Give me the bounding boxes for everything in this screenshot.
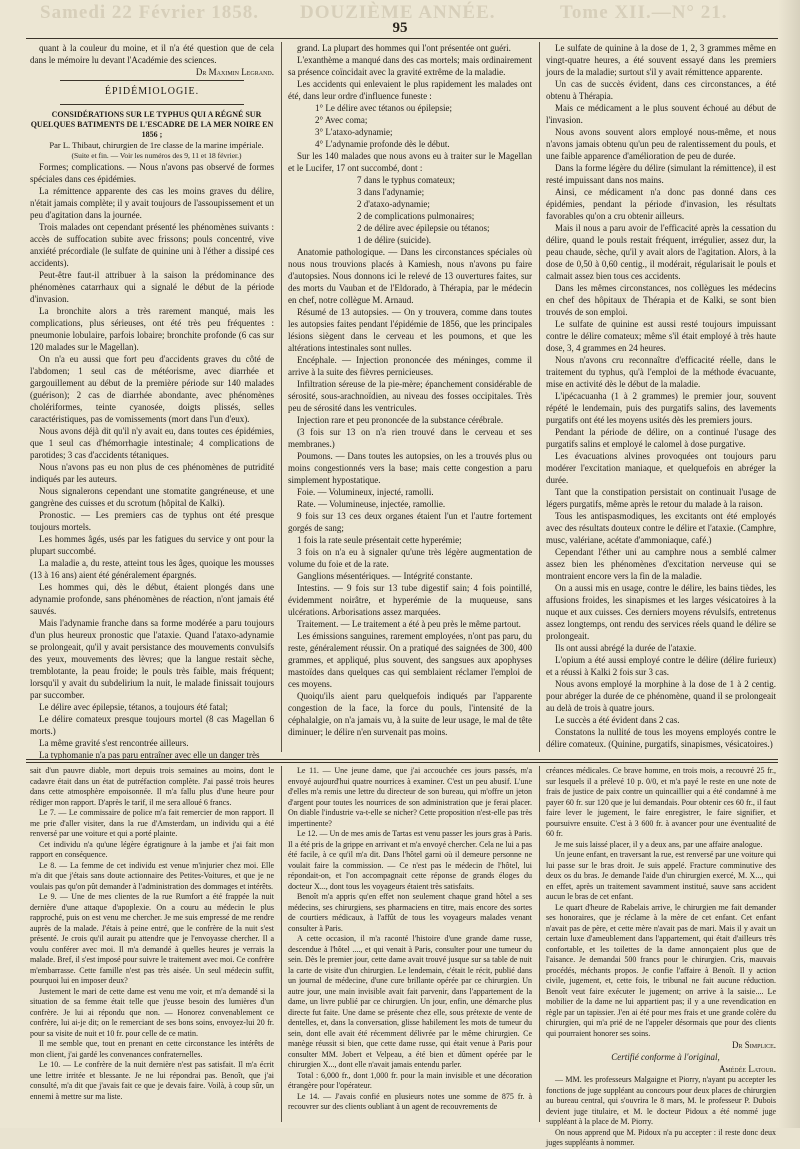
paragraph: Un cas de succès évident, dans ces circonstances, a été obtenu à Thérapia. <box>546 79 776 101</box>
paragraph: — MM. les professeurs Malgaigne et Piorry, n'ayant pu accepter les fonctions de juge suppléant au concours pour deux places de chirurgien au bureau central, qui s'ouvrira le 8 mars, M. le professeur P. Dubois devient juge titulaire, et M. le docteur Pidoux a été nommé juge suppléant à la place de M. Piorry. <box>546 1075 776 1126</box>
paragraph: Injection rare et peu prononcée de la substance cérébrale. <box>297 415 504 425</box>
feuilleton-column-3 <box>546 766 776 1147</box>
paragraph: 3 fois on n'a eu à signaler qu'une très légère augmentation de volume du foie et de la rate. <box>288 547 532 569</box>
paragraph: On a aussi mis en usage, contre le délire, les bains tièdes, les affusions froides, les sinapismes et les larges vésicatoires à la nuque et aux cuisses. Ces derniers moyens révulsifs, entretenus assez longtemps, ont rendu des services réels quand le délire se prolongeait. <box>546 583 776 641</box>
column-rule <box>281 42 282 752</box>
signature: Dr Simplice. <box>731 1040 776 1050</box>
paragraph: Le 12. — Un de mes amis de Tartas est venu passer les jours gras à Paris. Il a été pris de la grippe en arrivant et m'a envoyé chercher. Cela ne lui a pas été facile, à ce qu'il m'a dit. Dans l'hôtel garni où il demeure personne ne voulait faire la commission. — Ce n'est pas le médecin de l'hôtel, lui répondait-on, et l'on accompagnait cette réponse de grands éloges du docteur X..., dont tous les voyageurs étaient très satisfaits. <box>288 829 532 891</box>
paragraph: sait d'un pauvre diable, mort depuis trois semaines au moins, dont le cadavre était dans un état de putréfaction complète. J'ai passé trois heures dans cette atmosphère empoisonnée. Il m'a fallu plus d'une heure pour rédiger mon rapport. D'après le tarif, il me sera alloué 6 francs. <box>30 766 274 807</box>
column-rule <box>539 42 540 752</box>
paragraph: Le délire avec épilepsie, tétanos, a toujours été fatal; <box>39 702 228 712</box>
feuilleton-column-2 <box>288 766 532 1122</box>
signature: Dr Maximin Legrand. <box>195 67 274 77</box>
paragraph: Foie. — Volumineux, injecté, ramolli. <box>297 487 434 497</box>
paragraph: Les accidents qui enlevaient le plus rapidement les malades ont été, dans leur ordre d'influence funeste : <box>288 79 532 101</box>
paragraph: Encéphale. — Injection prononcée des méninges, comme il arrive à la suite des fièvres pernicieuses. <box>288 355 532 377</box>
page-fold-shadow <box>778 0 800 1128</box>
paragraph: Cet individu n'a qu'une légère égratignure à la jambe et j'ai fait mon rapport en conséquence. <box>30 839 274 859</box>
list-item: 2 d'ataxo-adynamie; <box>357 199 430 209</box>
signature: Amédée Latour. <box>718 1064 776 1074</box>
paragraph: Rate. — Volumineuse, injectée, ramollie. <box>297 499 446 509</box>
paragraph: Le 10. — Le confrère de la nuit dernière n'est pas satisfait. Il m'a écrit une lettre irritée et blessante. Je ne lui répondrai pas. Benoît, que j'ai consulté, m'a dit que j'avais fait ce que je devais faire. Voilà, à coup sûr, un ennemi à mettre sur ma liste. <box>30 1060 274 1101</box>
list-item: 1° Le délire avec tétanos ou épilepsie; <box>315 103 453 113</box>
paragraph: Anatomie pathologique. — Dans les circonstances spéciales où nous nous trouvions placés à Kamiesh, nous n'avons pu faire d'autopsies. Nous donnons ici le relevé de 13 ouvertures faites, sur des morts du Vauban et de l'Eldorado, à Thérapia, par le médecin en chef, notre collègue M. Arnaud. <box>288 247 532 305</box>
column-rule <box>539 766 540 1122</box>
paragraph: La rémittence apparente des cas les moins graves du délire, n'était jamais complète; il y avait toujours de l'assoupissement et un peu d'agitation dans la journée. <box>30 186 274 220</box>
ghost-tome: Tome XII.—N° 21. <box>560 2 728 23</box>
paragraph: La bronchite alors a très rarement manqué, mais les complications, plus sérieuses, ont été très peu fréquentes : pneumonie lobulaire, parfois lobaire; bronchite profonde (6 cas sur 120 malades sur le Magellan). <box>30 306 274 352</box>
paragraph: Les évacuations alvines provoquées ont toujours paru modérer l'excitation maniaque, et quelquefois en abréger la durée. <box>546 451 776 485</box>
paragraph: Tant que la constipation persistait on continuait l'usage de légers purgatifs, même après le retour du malade à la raison. <box>546 487 776 509</box>
column-3 <box>546 42 776 752</box>
list-item: 3° L'ataxo-adynamie; <box>315 127 393 137</box>
list-item: 2° Avec coma; <box>315 115 368 125</box>
paragraph: Les émissions sanguines, rarement employées, n'ont pas paru, du reste, généralement réussir. On a pratiqué des saignées de 300, 400 grammes, et appliqué, plus souvent, des sangsues aux apophyses mastoïdes dans quelques cas qui semblaient réclamer l'emploi de ces moyens. <box>288 631 532 689</box>
paragraph: Ils ont aussi abrégé la durée de l'ataxie. <box>555 643 697 653</box>
paragraph: 1 fois la rate seule présentait cette hyperémie; <box>297 535 462 545</box>
list-item: 7 dans le typhus comateux; <box>357 175 455 185</box>
paragraph: Poumons. — Dans toutes les autopsies, on les a trouvés plus ou moins congestionnés vers la base; mais cette congestion a paru simplement hypostatique. <box>288 451 532 485</box>
column-2 <box>288 42 532 752</box>
paragraph: Un jeune enfant, en traversant la rue, est renversé par une voiture qui lui passe sur le bras droit. Je suis appelé. Fracture comminutive des deux os du bras. Je demande l'aide d'un chirurgien exercé, M. X..., qui en effet, après un traitement savamment institué, sauve sans accident aucun le bras de cet enfant. <box>546 850 776 901</box>
certification: Certifié conforme à l'original, <box>611 1052 720 1062</box>
paragraph: Total : 6,000 fr., dont 1,000 fr. pour la main invisible et une décoration étrangère pour l'opérateur. <box>288 1070 532 1090</box>
paragraph: créances médicales. Ce brave homme, en trois mois, a recouvré 25 fr., sur lesquels il a prélevé 10 p. 0/0, et m'a payé le reste en une note de frais de justice de paix contre un quincaillier qui a été condamné à me payer 60 fr. sur 120 que je lui demandais. Pour obtenir ces 60 fr., il faut faire lever le jugement, le faire enregistrer, le faire signifier, et poursuivre ensuite. C'est à 3 600 fr. à avancer pour une éventualité de 60 fr. <box>546 766 776 838</box>
paragraph: Le quart d'heure de Rabelais arrive, le chirurgien me fait demander ses honoraires, que je réclame à la mère de cet enfant. Cet enfant n'avait pas de père, et cette mère n'avait pas de mari. Mais il y avait un certain luxe d'ameublement dans l'appartement, qui était d'ailleurs très confortable, et les toilettes de la dame annonçaient plus que de l'aisance. Je demandai 500 francs pour le chirurgien. Cris, mauvais procédés, méchants propos. Je confie l'affaire à Benoît. Il y action civile, jugement, et, cette fois, le tribunal ne fait aucune réduction. Benoît veut faire exécuter le jugement; on arrive à la saisie.... Le mobilier de la dame ne lui appartient pas; il y a une revendication en règle par un tapissier. J'en ai été pour mes frais et une grande colère du chirurgien, qui m'a prié de ne l'appeler désormais que pour des clients qui pourraient honorer ses soins. <box>546 902 776 1038</box>
list-item: 2 de complications pulmonaires; <box>357 211 475 221</box>
paragraph: Le délire comateux presque toujours mortel (8 cas Magellan 6 morts.) <box>30 714 274 736</box>
paragraph: Les hommes âgés, usés par les fatigues du service y ont pour la plupart succombé. <box>30 534 274 556</box>
paragraph: Benoît m'a appris qu'en effet non seulement chaque grand hôtel a ses médecins, ses chirurgiens, ses pharmaciens en titre, mais encore des sortes de courtiers médicaux, à l'affût de tous les voyageurs malades venant consulter à Paris. <box>288 892 532 933</box>
paragraph: Cependant l'éther uni au camphre nous a semblé calmer assez bien les phénomènes d'excitation nerveuse qui se montraient encore vers la fin de la maladie. <box>546 547 776 581</box>
paragraph: La même gravité s'est rencontrée ailleurs. <box>39 738 189 748</box>
feuilleton-rule <box>26 762 778 763</box>
paragraph: Résumé de 13 autopsies. — On y trouvera, comme dans toutes les autopsies faites pendant l'épidémie de 1856, que les principales lésions siègent dans le cerveau et les poumons, et que les altérations intestinales sont nulles. <box>288 307 532 353</box>
paragraph: Le 14. — J'avais confié en plusieurs notes une somme de 875 fr. à recouvrer sur des clients oubliant à un agent de recouvrements de <box>288 1091 532 1111</box>
paragraph: Infiltration séreuse de la pie-mère; épanchement considérable de sérosité, sous-arachnoïdien, au niveau des fosses occipitales. Très peu de sérosité dans les ventricules. <box>288 379 532 413</box>
paragraph: Nous avons déjà dit qu'il n'y avait eu, dans toutes ces épidémies, que 1 seul cas d'hémorrhagie intestinale; 4 complications de parotides; 3 cas d'accidents tétaniques. <box>30 426 274 460</box>
paragraph: Il me semble que, tout en prenant en cette circonstance les intérêts de mon client, j'ai gardé les convenances confraternelles. <box>30 1039 274 1059</box>
column-1 <box>30 42 274 760</box>
section-rule <box>60 80 244 81</box>
paragraph: La typhomanie n'a pas paru entraîner avec elle un danger très <box>39 750 260 760</box>
paragraph: Le 7. — Le commissaire de police m'a fait remercier de mon rapport. Il me prie d'aller visiter, dans la rue d'Amsterdam, un individu qui a été renversé par une voiture et qui a porté plainte. <box>30 808 274 838</box>
ghost-year: DOUZIÈME ANNÉE. <box>300 2 496 23</box>
paragraph: Trois malades ont cependant présenté les phénomènes suivants : accès de suffocation subite avec frissons; pouls concentré, vive anxiété précordiale (le sulfate de quinine uni à l'éther a dissipé ces accidents). <box>30 222 274 268</box>
list-item: 1 de délire (suicide). <box>357 235 431 245</box>
list-item: 2 de délire avec épilepsie ou tétanos; <box>357 223 490 233</box>
paragraph: Le sulfate de quinine est aussi resté toujours impuissant contre le délire comateux; même s'il était employé à très haute dose, 3, 4 grammes en 24 heures. <box>546 319 776 353</box>
paragraph: Tous les antispasmodiques, les excitants ont été employés avec des résultats douteux contre le délire et l'ataxie. (Camphre, musc, valériane, acétate d'ammoniaque, café.) <box>546 511 776 545</box>
header-rule <box>26 38 778 39</box>
section-rule <box>60 104 244 105</box>
paragraph: Ainsi, ce médicament n'a donc pas donné dans ces épidémies, pendant la période d'invasion, les résultats favorables qu'on a cru obtenir ailleurs. <box>546 187 776 221</box>
section-rubric: ÉPIDÉMIOLOGIE. <box>104 86 200 97</box>
paragraph: Peut-être faut-il attribuer à la saison la prédominance des phénomènes catarrhaux qui a signalé le début de la période d'invasion. <box>30 270 274 304</box>
paragraph: Pronostic. — Les premiers cas de typhus ont été presque toujours mortels. <box>30 510 274 532</box>
paragraph: (3 fois sur 13 on n'a rien trouvé dans le cerveau et ses membranes.) <box>288 427 532 449</box>
paragraph: Je me suis laissé placer, il y a deux ans, par une affaire analogue. <box>555 839 763 849</box>
paragraph: L'exanthème a manqué dans des cas mortels; mais ordinairement sa présence coïncidait avec la gravité extrême de la maladie. <box>288 55 532 77</box>
paragraph: Mais l'adynamie franche dans sa forme modérée a paru toujours d'un plus heureux pronostic que l'ataxie. Quand l'ataxo-adynamie se prolongeait, qu'il y avait persistance des mouvements convulsifs des yeux, mouvements des lèvres; que la langue restait sèche, tremblotante, la peau froide; le pouls très faible, mais fréquent; lorsqu'il y avait du subdelirium la nuit, le malade finissait toujours par succomber. <box>30 618 274 700</box>
paragraph: Quoiqu'ils aient paru quelquefois indiqués par l'apparente congestion de la face, la force du pouls, l'intensité de la céphalalgie, on n'a jamais vu, à la suite de leur usage, le mal de tête diminuer; le délire n'en survenait pas moins. <box>288 691 532 737</box>
paragraph: Constatons la nullité de tous les moyens employés contre le délire comateux. (Quinine, purgatifs, sinapismes, vésicatoires.) <box>546 727 776 749</box>
paragraph: Nous avons employé la morphine à la dose de 1 à 2 centig. pour abréger la durée de ce phénomène, quand il se prolongeait au delà de trois à quatre jours. <box>546 679 776 713</box>
paragraph: L'ipécacuanha (1 à 2 grammes) le premier jour, souvent répété le lendemain, puis des purgatifs salins, des lavements purgatifs ont été les moyens usités dès les premiers jours. <box>546 391 776 425</box>
paragraph: Le 9. — Une de mes clientes de la rue Rumfort a été frappée la nuit dernière d'une attaque d'apoplexie. On a couru au médecin le plus rapproché, puis on est venu me chercher. Je me suis empressé de me rendre auprès de la malade. J'étais à peine entré, que le confrère de la nuit s'est présenté. Je crois qu'il aurait pu attendre que je l'envoyasse chercher. Il a voulu conférer avec moi. Il m'a demandé à quelles heures je verrais la malade. Bref, il s'est imposé pour suivre le traitement avec moi. Ce confrère m'embarrasse. Cette famille n'est pas très aisée. Un seul médecin suffit, pourquoi lui en imposer deux? <box>30 892 274 985</box>
paragraph: On nous apprend que M. Pidoux n'a pu accepter : il reste donc deux juges suppléants à nommer. <box>546 1127 776 1147</box>
paragraph: 9 fois sur 13 ces deux organes étaient l'un et l'autre fortement gorgés de sang; <box>288 511 532 533</box>
paragraph: Sur les 140 malades que nous avons eu à traiter sur le Magellan et le Lucifer, 17 ont succombé, dont : <box>288 151 532 173</box>
paragraph: Mais il nous a paru avoir de l'efficacité après la cessation du délire, quand le pouls restait fréquent, irrégulier, assez dur, la peau chaude, sèche, qu'il y avait alors de l'agitation. Alors, à la dose de 0,50 à 0,60 centig., il modérait, régularisait le pouls et calmait assez bien tous ces accidents. <box>546 223 776 281</box>
paragraph: A cette occasion, il m'a raconté l'histoire d'une grande dame russe, descendue à l'hôtel ...., et qui venait à Paris, consulter pour une tumeur du sein. Dès le premier jour, cette dame avait trouvé jusque sur sa table de nuit la carte de visite d'un chirurgien. Le lendemain, c'était le récit, publié dans un journal de médecine, d'une cure brillante opérée par ce chirurgien. Un autre jour, une main invisible avait fait parvenir, dans l'appartement de la dame, un livre publié par ce chirurgien. Un jour, enfin, une démarche plus directe fut faite. Une dame se présente chez elle, sous prétexte de vente de dentelles, et, dans la conversation, glisse habilement les mots de tumeur du sein, dont elle avait été récemment délivrée par le même chirurgien. Ce manège réussit si bien, que cette dame russe, qui était venue à Paris pour consulter MM. Jobert et Velpeau, a été bien et dûment opérée par le chirurgien X..., dont elle n'avait jamais entendu parler. <box>288 934 532 1069</box>
column-rule <box>281 766 282 1122</box>
paragraph: Nous signalerons cependant une stomatite gangréneuse, et une gangrène des cuisses et du scrotum (hôpital de Kalki). <box>30 486 274 508</box>
paragraph: Le succès a été évident dans 2 cas. <box>555 715 680 725</box>
paragraph: On n'a eu aussi que fort peu d'accidents graves du côté de l'abdomen; 1 seul cas de météorisme, avec diarrhée et gargouillement au début de la première période sur 140 malades (guérison); 2 cas de diarrhée abondante, avec phénomènes cholériformes, teinte cyanosée, doigts plissés, selles caractéristiques, pas de vomissements (mort dans l'un d'eux). <box>30 354 274 424</box>
paragraph: Dans la forme légère du délire (simulant la rémittence), il est resté impuissant dans nos mains. <box>546 163 776 185</box>
list-item: 3 dans l'adynamie; <box>357 187 425 197</box>
paragraph: grand. La plupart des hommes qui l'ont présentée ont guéri. <box>297 43 511 53</box>
paragraph: Justement le mari de cette dame est venu me voir, et m'a demandé si la situation de sa femme était telle que j'eusse besoin des lumières d'un confrère. Je lui ai répondu que non. — Honorez convenablement ce confrère, lui ai-je dit; on le remerciant de ses bons soins, envoyez-lui 20 fr. pour sa visite de nuit et 10 fr. pour celle de ce matin. <box>30 986 274 1038</box>
paragraph: Traitement. — Le traitement a été à peu près le même partout. <box>297 619 521 629</box>
feuilleton-column-1 <box>30 766 274 1122</box>
paragraph: Le sulfate de quinine à la dose de 1, 2, 3 grammes même en vingt-quatre heures, a été souvent essayé dans les premiers jours de la maladie; surtout s'il y avait rémittence apparente. <box>546 43 776 77</box>
series-note: (Suite et fin. — Voir les numéros des 9, 11 et 18 février.) <box>71 151 242 160</box>
paragraph: Dans les mêmes circonstances, nos collègues les médecins en chef des hôpitaux de Thérapia et de Kalki, se sont bien trouvés de son emploi. <box>546 283 776 317</box>
paragraph: Le 11. — Une jeune dame, que j'ai accouchée ces jours passés, m'a envoyé aujourd'hui quatre nourrices à examiner. C'est un peu abusif. L'une d'elles m'a remis une lettre du directeur de son bureau, qui m'offre un jeton d'argent pour toutes les nourrices de son administration que je ferai placer. On diable l'industrie va-t-elle se nicher? Cette proposition n'est-elle pas très impertinente? <box>288 766 532 828</box>
paragraph: Nous n'avons pas eu non plus de ces phénomènes de putridité indiqués par les auteurs. <box>30 462 274 484</box>
paragraph: quant à la couleur du moine, et il n'a été question que de cela dans le mémoire lu devant l'Académie des sciences. <box>30 43 274 65</box>
paragraph: Nous n'avons cru reconnaître d'efficacité réelle, dans le traitement du typhus, qu'à l'emploi de la méthode évacuante, mise en activité dès le début de la maladie. <box>546 355 776 389</box>
article-title: CONSIDÉRATIONS SUR LE TYPHUS QUI A RÉGNÉ SUR QUELQUES BATIMENTS DE L'ESCADRE DE LA MER NOIRE EN 1856 ; <box>30 110 274 139</box>
paragraph: Mais ce médicament a le plus souvent échoué au début de l'invasion. <box>546 103 776 125</box>
byline: Par L. Thibaut, chirurgien de 1re classe de la marine impériale. <box>49 140 264 150</box>
paragraph: Intestins. — 9 fois sur 13 tube digestif sain; 4 fois pointillé, évidemment noirâtre, et hyperémie de la muqueuse, sans ulcérations. Arborisations assez marquées. <box>288 583 532 617</box>
list-item: 4° L'adynamie profonde dès le début. <box>315 139 450 149</box>
page-number: 95 <box>392 20 408 36</box>
paragraph: La maladie a, du reste, atteint tous les âges, quoique les mousses (13 à 16 ans) aient été généralement épargnés. <box>30 558 274 580</box>
paragraph: Le 8. — La femme de cet individu est venue m'injurier chez moi. Elle m'a dit que j'étais sans doute actionnaire des Petites-Voitures, et que je ne voulais pas qu'on pût demander à l'administration des dommages et intérêts. <box>30 860 274 891</box>
paragraph: Formes; complications. — Nous n'avons pas observé de formes spéciales dans ces épidémies. <box>30 162 274 184</box>
paragraph: Les hommes qui, dès le début, étaient plongés dans une adynamie profonde, sans phénomènes de réaction, n'ont jamais été sauvés. <box>30 582 274 616</box>
paragraph: Nous avons souvent alors employé nous-même, et nous n'avons jamais obtenu qu'un peu de ralentissement du pouls, et une faible apparence d'amélioration de peu de durée. <box>546 127 776 161</box>
ghost-date: Samedi 22 Février 1858. <box>40 2 259 23</box>
paragraph: L'opium a été aussi employé contre le délire (délire furieux) et a réussi à Kalki 2 fois sur 3 cas. <box>546 655 776 677</box>
feuilleton-rule <box>26 759 778 760</box>
paragraph: Pendant la période de délire, on a continué l'usage des purgatifs salins et employé le calomel à dose purgative. <box>546 427 776 449</box>
paragraph: Ganglions mésentériques. — Intégrité constante. <box>297 571 473 581</box>
